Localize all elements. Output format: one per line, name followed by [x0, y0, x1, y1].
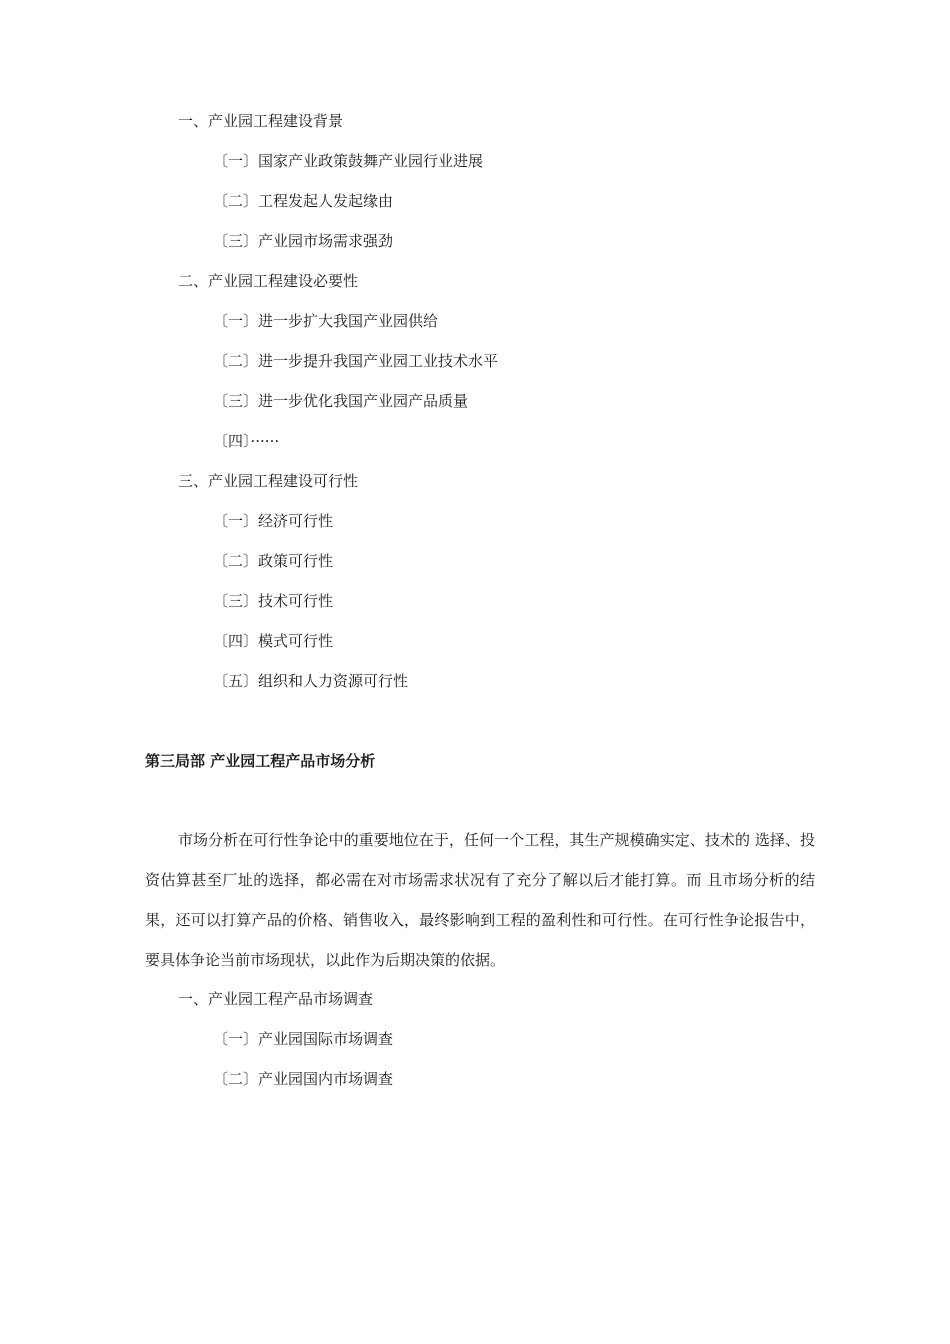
outline-heading-1: 一、产业园工程建设背景	[178, 112, 344, 130]
outline-item: 〔五〕组织和人力资源可行性	[213, 672, 409, 690]
outline-item: 〔一〕产业园国际市场调查	[213, 1030, 394, 1048]
outline-item: 〔三〕技术可行性	[213, 592, 334, 610]
outline-heading-3: 三、产业园工程建设可行性	[178, 472, 359, 490]
outline-item: 〔一〕进一步扩大我国产业园供给	[213, 312, 439, 330]
outline-item: 〔二〕产业园国内市场调查	[213, 1070, 394, 1088]
section-title: 第三局部 产业园工程产品市场分析	[145, 752, 376, 770]
outline-item: 〔三〕产业园市场需求强劲	[213, 232, 394, 250]
outline-item: 〔四〕模式可行性	[213, 632, 334, 650]
outline-item: 〔三〕进一步优化我国产业园产品质量	[213, 392, 469, 410]
outline-item: 〔二〕政策可行性	[213, 552, 334, 570]
outline-heading-2: 二、产业园工程建设必要性	[178, 272, 359, 290]
outline-item: 〔二〕进一步提升我国产业园工业技术水平	[213, 352, 499, 370]
outline-item: 〔四〕······	[213, 432, 280, 450]
outline-item: 〔一〕经济可行性	[213, 512, 334, 530]
outline-item: 〔二〕工程发起人发起缘由	[213, 192, 394, 210]
outline-heading-1: 一、产业园工程产品市场调查	[178, 990, 374, 1008]
outline-item: 〔一〕国家产业政策鼓舞产业园行业进展	[213, 152, 484, 170]
section-paragraph: 市场分析在可行性争论中的重要地位在于，任何一个工程，其生产规模确实定、技术的 选择、投资估算甚至厂址的选择，都必需在对市场需求状况有了充分了解以后才能打算。而 且市场分析的结果，还可以打算产品的价格、销售收入，最终影响到工程的盈利性和可行性。在可行性争论报告中，要具体争论当前市场现状，以此作为后期决策的依据。	[145, 831, 815, 969]
